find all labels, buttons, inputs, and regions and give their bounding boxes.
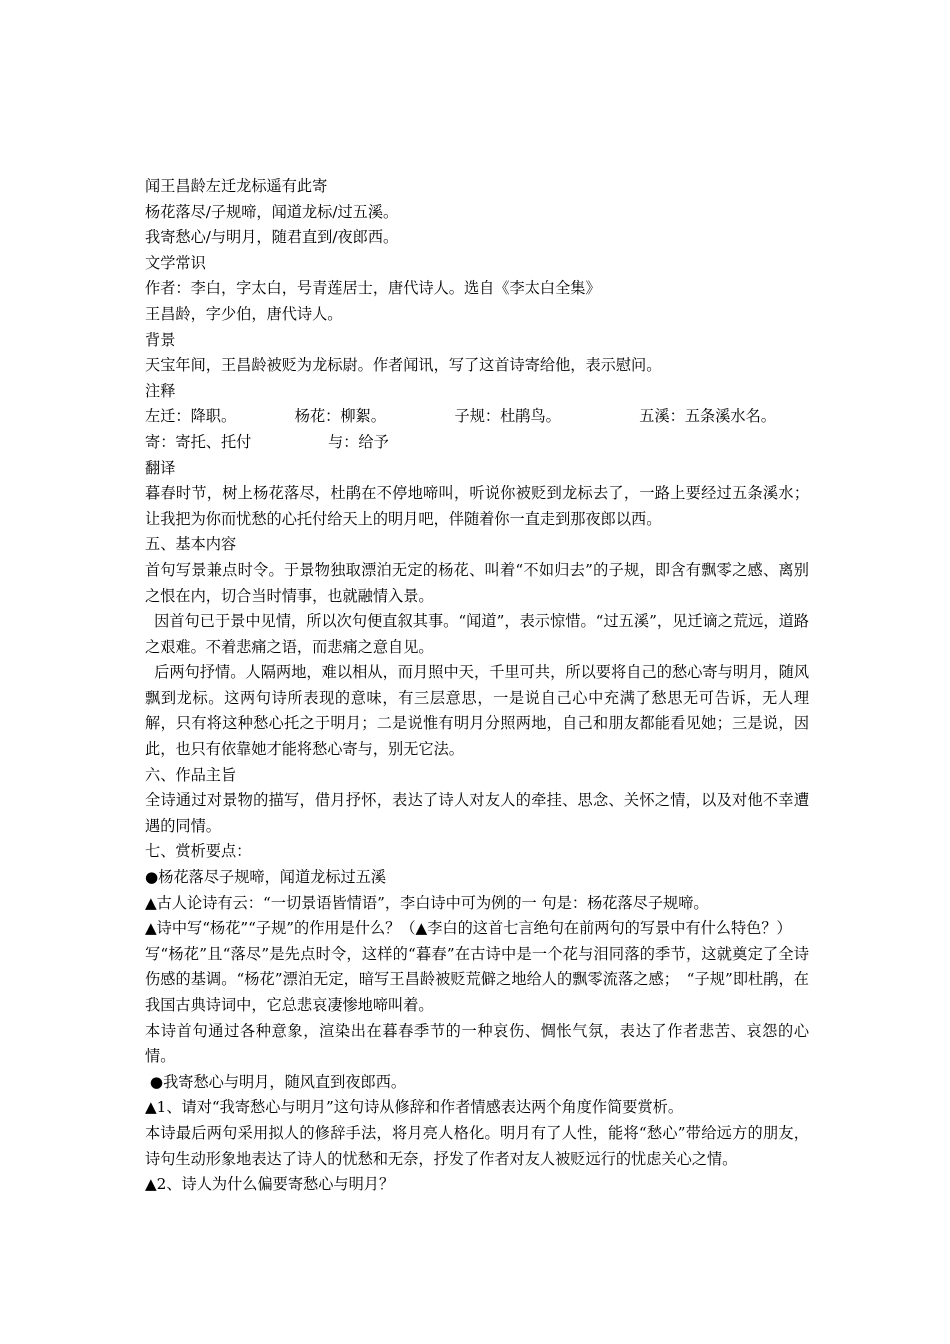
background-text: 天宝年间，王昌龄被贬为龙标尉。作者闻讯，写了这首诗寄给他，表示慰问。: [145, 356, 662, 375]
appreciation-bullet-1: ●杨花落尽子规啼，闻道龙标过五溪: [145, 868, 387, 887]
translation-heading: 翻译: [145, 458, 176, 477]
note-item: 杨花：柳絮。: [294, 407, 386, 426]
note-item: 左迁：降职。: [145, 407, 237, 426]
answer-2: 写“杨花”且“落尽”是先点时令，这样的“暮春”在古诗中是一个花与泪同落的季节，这就奠定了全诗伤感的基调。“杨花”漂泊无定，暗写王昌龄被贬荒僻之地给人的飘零流落之感； “子规”即杜鹃，在我国古典诗词中，它总悲哀凄惨地啼叫着。: [145, 944, 809, 1014]
poem-line-1: 杨花落尽/子规啼，闻道龙标/过五溪。: [145, 202, 399, 221]
notes-row-2: [145, 430, 809, 456]
note-item: 子规：杜鹃鸟。: [454, 407, 561, 426]
document-page: [145, 174, 809, 1198]
question-4: ▲2、诗人为什么偏要寄愁心与明月？: [145, 1175, 395, 1194]
content-paragraph-3: 后两句抒情。人隔两地，难以相从，而月照中天，千里可共，所以要将自己的愁心寄与明月，随风飘到龙标。这两句诗所表现的意味，有三层意思，一是说自己心中充满了愁思无可告诉，无人理解，只有将这种愁心托之于明月；二是说惟有明月分照两地，自己和朋友都能看见她；三是说，因此，也只有依靠她才能将愁心寄与，别无它法。: [145, 663, 809, 759]
theme-heading: 六、作品主旨: [145, 765, 237, 784]
answer-2-summary: 本诗首句通过各种意象，渲染出在暮春季节的一种哀伤、惆怅气氛，表达了作者悲苦、哀怨的心情。: [145, 1021, 809, 1066]
appreciation-bullet-2: ●我寄愁心与明月，随风直到夜郎西。: [145, 1072, 407, 1091]
content-paragraph-1: 首句写景兼点时令。于景物独取漂泊无定的杨花、叫着“不如归去”的子规，即含有飘零之感、离别之恨在内，切合当时情事，也就融情入景。: [145, 560, 809, 605]
author-info: 作者：李白，字太白，号青莲居士，唐代诗人。选自《李太白全集》: [145, 279, 601, 298]
note-item: 五溪：五条溪水名。: [639, 407, 776, 426]
theme-text: 全诗通过对景物的描写，借月抒怀，表达了诗人对友人的牵挂、思念、关怀之情，以及对他不幸遭遇的同情。: [145, 791, 809, 835]
note-item: 寄：寄托、托付: [145, 432, 252, 451]
notes-heading: 注释: [145, 381, 176, 400]
poem-line-2: 我寄愁心/与明月，随君直到/夜郎西。: [145, 228, 399, 247]
background-heading: 背景: [145, 330, 176, 349]
literature-heading: 文学常识: [145, 253, 206, 272]
answer-3: 本诗最后两句采用拟人的修辞手法，将月亮人格化。明月有了人性，能将“愁心”带给远方的朋友，诗句生动形象地表达了诗人的忧愁和无奈，抒发了作者对友人被贬远行的忧虑关心之情。: [145, 1123, 809, 1168]
note-item: 与：给予: [328, 432, 389, 451]
content-heading: 五、基本内容: [145, 535, 237, 554]
question-1: ▲古人论诗有云：“一切景语皆情语”，李白诗中可为例的一 句是：杨花落尽子规啼。: [145, 893, 709, 912]
notes-row-1: [145, 404, 809, 430]
content-paragraph-2: 因首句已于景中见情，所以次句便直叙其事。“闻道”，表示惊惜。“过五溪”，见迁谪之荒远，道路之艰难。不着悲痛之语，而悲痛之意自见。: [145, 612, 809, 656]
appreciation-heading: 七、赏析要点：: [145, 842, 252, 861]
wang-info: 王昌龄，字少伯，唐代诗人。: [145, 304, 343, 323]
question-2: ▲诗中写“杨花”“子规”的作用是什么？（▲李白的这首七言绝句在前两句的写景中有什么特色？）: [145, 919, 792, 938]
poem-title: 闻王昌龄左迁龙标遥有此寄: [145, 177, 328, 195]
question-3: ▲1、请对“我寄愁心与明月”这句诗从修辞和作者情感表达两个角度作简要赏析。: [145, 1098, 684, 1117]
translation-text: 暮春时节，树上杨花落尽，杜鹃在不停地啼叫，听说你被贬到龙标去了，一路上要经过五条溪水；让我把为你而忧愁的心托付给天上的明月吧，伴随着你一直走到那夜郎以西。: [145, 484, 809, 528]
